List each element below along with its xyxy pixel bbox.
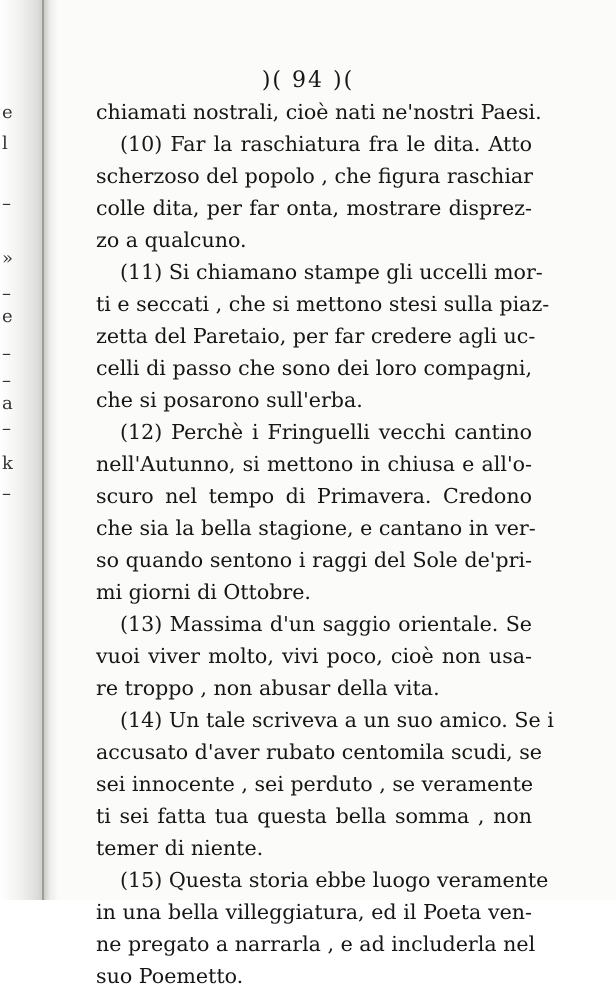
text-line: (11) Si chiamano stampe gli uccelli mor- <box>120 260 543 284</box>
edge-mark: » <box>2 248 14 269</box>
text-line: in una bella villeggiatura, ed il Poeta ven- <box>96 900 532 924</box>
text-line: suo Poemetto. <box>96 964 244 988</box>
edge-mark: e <box>2 102 13 123</box>
binding-shadow <box>0 0 58 900</box>
edge-mark: k <box>2 453 13 474</box>
edge-mark: – <box>2 418 11 439</box>
text-line: so quando sentono i raggi del Sole de'pri- <box>96 548 532 572</box>
footnote <box>96 416 536 608</box>
footnote <box>96 704 554 864</box>
text-line: (14) Un tale scriveva a un suo amico. Se i <box>120 708 554 732</box>
edge-mark: – <box>2 370 11 391</box>
text-line: ne pregato a narrarla , e ad includerla nel <box>96 932 536 956</box>
footnote <box>96 96 542 128</box>
text-line: nell'Autunno, si mettono in chiusa e all'o- <box>96 452 532 476</box>
text-line: (10) Far la raschiatura fra le dita. Atto <box>120 132 532 156</box>
text-line: ti sei fatta tua questa bella somma , non <box>96 804 532 828</box>
text-line: scherzoso del popolo , che figura raschiar <box>96 164 534 188</box>
text-line: (15) Questa storia ebbe luogo veramente <box>120 868 549 892</box>
footnote <box>96 608 532 704</box>
text-line: mi giorni di Ottobre. <box>96 580 311 604</box>
page-number: )( 94 )( <box>261 68 355 93</box>
edge-mark: – <box>2 343 11 364</box>
edge-mark: – <box>2 483 11 504</box>
footnote <box>96 128 532 256</box>
footnote <box>96 256 550 416</box>
edge-mark: – <box>2 283 11 304</box>
edge-mark: e <box>2 306 13 327</box>
text-line: chiamati nostrali, cioè nati ne'nostri Paesi. <box>96 100 542 124</box>
footnotes-text <box>96 96 554 992</box>
footnote <box>96 864 549 992</box>
text-line: zo a qualcuno. <box>96 228 247 252</box>
text-line: celli di passo che sono dei loro compagni, <box>96 356 532 380</box>
binding-edge <box>42 0 44 900</box>
text-line: che si posarono sull'erba. <box>96 388 363 412</box>
text-line: sei innocente , sei perduto , se veramente <box>96 772 534 796</box>
text-line: temer di niente. <box>96 836 264 860</box>
text-line: (12) Perchè i Fringuelli vecchi cantino <box>120 420 532 444</box>
edge-mark: a <box>2 393 13 414</box>
text-line: (13) Massima d'un saggio orientale. Se <box>120 612 532 636</box>
text-line: ti e seccati , che si mettono stesi sulla piaz- <box>96 292 550 316</box>
text-line: vuoi viver molto, vivi poco, cioè non usa- <box>96 644 532 668</box>
edge-mark: l <box>2 133 8 154</box>
text-line: che sia la bella stagione, e cantano in ver- <box>96 516 536 540</box>
text-line: accusato d'aver rubato centomila scudi, se <box>96 740 542 764</box>
text-line: zetta del Paretaio, per far credere agli uc- <box>96 324 536 348</box>
edge-mark: – <box>2 193 11 214</box>
text-line: scuro nel tempo di Primavera. Credono <box>96 484 532 508</box>
text-line: re troppo , non abusar della vita. <box>96 676 440 700</box>
text-line: colle dita, per far onta, mostrare disprez- <box>96 196 532 220</box>
